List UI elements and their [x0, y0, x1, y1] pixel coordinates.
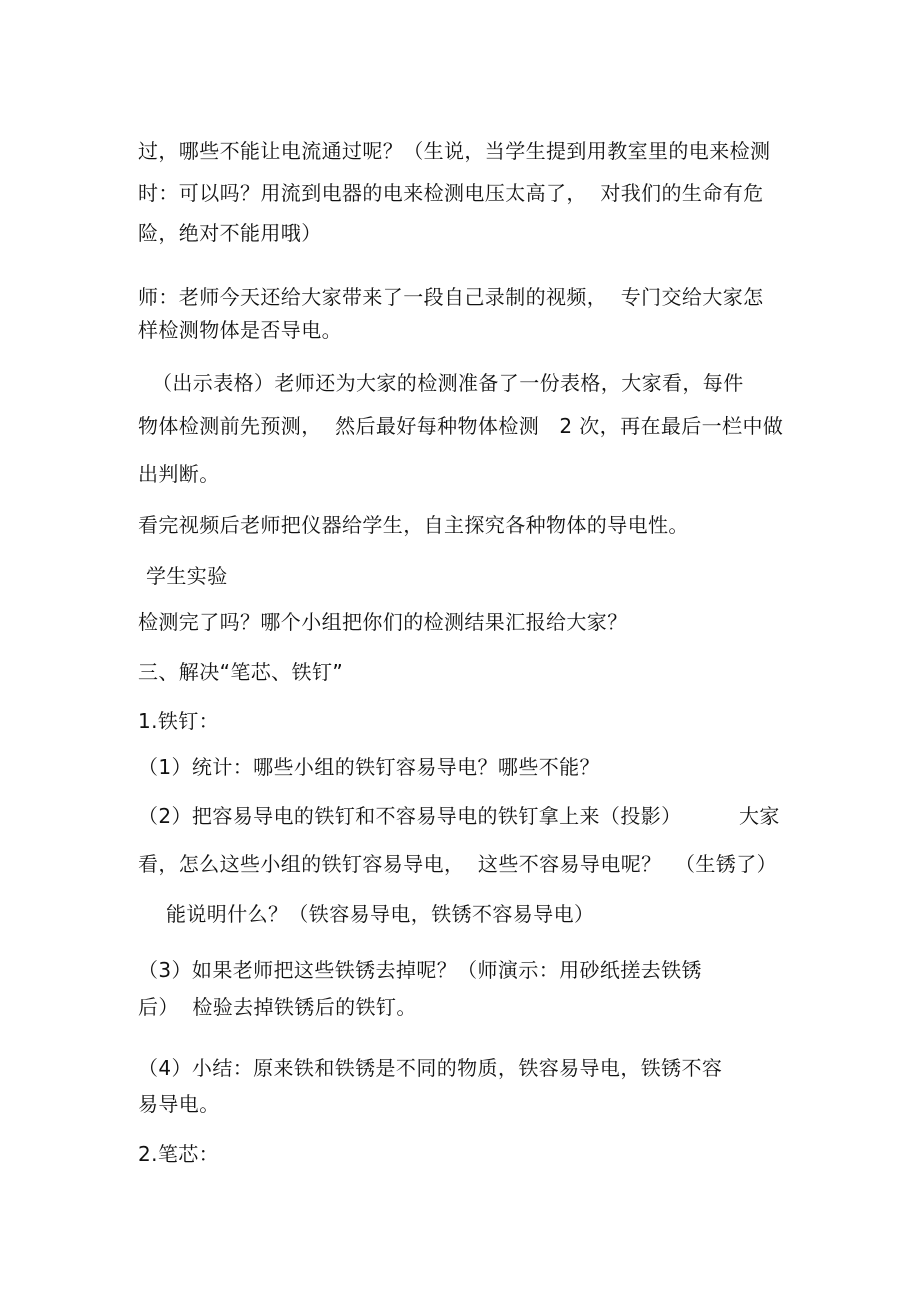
paragraph-line: 时：可以吗？用流到电器的电来检测电压太高了， 对我们的生命有危: [138, 181, 764, 205]
list-item: （1）统计：哪些小组的铁钉容易导电？哪些不能？: [138, 755, 600, 779]
paragraph-line: 能说明什么？（铁容易导电，铁锈不容易导电）: [166, 902, 595, 926]
paragraph-line: 出判断。: [138, 462, 220, 486]
paragraph-line: 易导电。: [138, 1092, 220, 1116]
paragraph-line: 师：老师今天还给大家带来了一段自己录制的视频， 专门交给大家怎: [138, 285, 764, 309]
paragraph-line: 过，哪些不能让电流通过呢？（生说，当学生提到用教室里的电来检测: [138, 139, 771, 163]
paragraph-line: 后） 检验去掉铁锈后的铁钉。: [138, 995, 417, 1019]
paragraph-line: （出示表格）老师还为大家的检测准备了一份表格，大家看，每件: [152, 371, 744, 395]
subsection-heading: 1.铁钉：: [138, 709, 220, 733]
list-item: （2）把容易导电的铁钉和不容易导电的铁钉拿上来（投影）: [138, 804, 682, 828]
list-item-tail: 大家: [739, 804, 780, 828]
subsection-heading: 2.笔芯：: [138, 1142, 220, 1166]
paragraph-line: 学生实验: [146, 564, 228, 588]
paragraph-line: 险，绝对不能用哦）: [138, 221, 322, 245]
paragraph-line: 看完视频后老师把仪器给学生，自主探究各种物体的导电性。: [138, 513, 689, 537]
section-heading: 三、解决“笔芯、铁钉”: [138, 660, 344, 684]
paragraph-line: 检测完了吗？哪个小组把你们的检测结果汇报给大家？: [138, 610, 628, 634]
paragraph-line: 样检测物体是否导电。: [138, 318, 342, 342]
list-item: （4）小结：原来铁和铁锈是不同的物质，铁容易导电，铁锈不容: [138, 1056, 723, 1080]
paragraph-line: 物体检测前先预测， 然后最好每种物体检测 2 次，再在最后一栏中做: [138, 414, 784, 438]
paragraph-line: 看，怎么这些小组的铁钉容易导电， 这些不容易导电呢？ （生锈了）: [138, 852, 778, 876]
list-item: （3）如果老师把这些铁锈去掉呢？（师演示：用砂纸搓去铁锈: [138, 958, 702, 982]
